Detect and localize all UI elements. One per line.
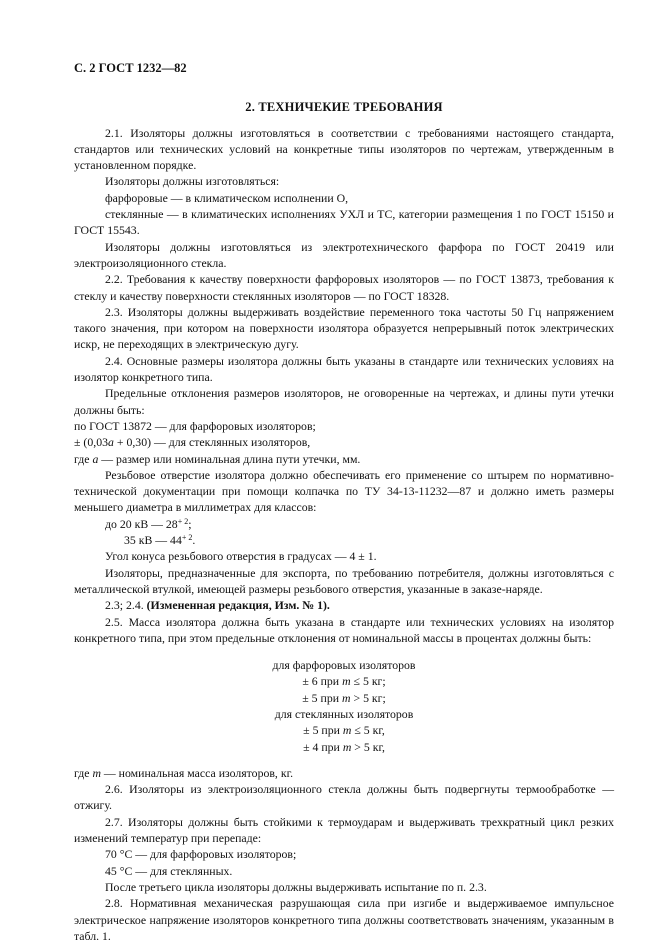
clause-2-3: 2.3. Изоляторы должны выдерживать воздействие переменного тока частоты 50 Гц напряжением такого значения, при котором на поверхности изолятора образуется непрерывный поток электрических искр, не переходящих в электрическую дугу. — [74, 304, 614, 352]
mass-glass-row-1: ± 5 при m ≤ 5 кг, — [303, 723, 385, 738]
clause-2-1-intro: Изоляторы должны изготовляться: — [105, 174, 280, 189]
clause-2-4-porcelain-dev: по ГОСТ 13872 — для фарфоровых изоляторов; — [74, 418, 316, 433]
mass-porcelain-title: для фарфоровых изоляторов — [272, 658, 416, 673]
clause-2-7-glass: 45 °С — для стеклянных. — [105, 863, 233, 878]
clause-2-6: 2.6. Изоляторы из электроизоляционного стекла должны быть подвергнуты термообработке — отжигу. — [74, 782, 614, 813]
mass-porcelain-row-1: ± 6 при m ≤ 5 кг; — [302, 674, 386, 689]
clause-2-1-glass: стеклянные — в климатических исполнениях УХЛ и ТС, категории размещения 1 по ГОСТ 15150 и ГОСТ 15543. — [74, 207, 614, 238]
clause-2-5: 2.5. Масса изолятора должна быть указана в стандарте или технических условиях на изолятор конкретного типа, при этом предельные отклонения от номинальной массы в процентах должны быть: — [74, 614, 614, 645]
clause-2-4-thread: Резьбовое отверстие изолятора должно обеспечивать его применение со штырем по нормативно-технической документации при помощи колпачка по ТУ 34-13-11232—87 и должно иметь размеры меньшего диаметра в миллиметрах для классов: — [74, 467, 614, 515]
clause-2-4: 2.4. Основные размеры изолятора должны быть указаны в стандарте или технических условиях на изолятор конкретного типа. — [74, 353, 614, 385]
clause-2-1: 2.1. Изоляторы должны изготовляться в соответствии с требованиями настоящего стандарта, стандартов или технических условий на конкретные типы изоляторов по чертежам, утвержденным в установленном порядке. — [74, 125, 614, 173]
clause-2-1-material: Изоляторы должны изготовляться из электротехнического фарфора по ГОСТ 20419 или электроизоляционного стекла. — [74, 239, 614, 270]
mass-porcelain-row-2: ± 5 при m > 5 кг; — [302, 690, 386, 705]
mass-glass-row-2: ± 4 при m > 5 кг, — [303, 739, 385, 754]
clause-2-4-export: Изоляторы, предназначенные для экспорта, по требованию потребителя, должны изготовляться с металлической втулкой, имеющей размеры резьбового отверстия, указанные в заказе-наряде. — [74, 565, 614, 596]
clause-2-2: 2.2. Требования к качеству поверхности фарфоровых изоляторов — по ГОСТ 13873, требования к стеклу и качеству поверхности стеклянных изоляторов — по ГОСТ 18328. — [74, 272, 614, 303]
clause-2-5-where: где m — номинальная масса изоляторов, кг. — [74, 765, 294, 780]
mass-glass-title: для стеклянных изоляторов — [274, 706, 414, 721]
mass-tolerance-block — [74, 657, 614, 755]
clause-2-7: 2.7. Изоляторы должны быть стойкими к термоударам и выдерживать трехкратный цикл резких изменений температур при перепаде: — [74, 814, 614, 846]
clause-2-1-porcelain: фарфоровые — в климатическом исполнении О, — [105, 190, 349, 205]
clause-2-8: 2.8. Нормативная механическая разрушающая сила при изгибе и выдерживаемое импульсное электрическое напряжение изоляторов конкретного типа должны соответствовать значениям, указанным в табл. 1. — [74, 896, 614, 943]
clause-2-7-porcelain: 70 °С — для фарфоровых изоляторов; — [105, 847, 297, 862]
page-header: С. 2 ГОСТ 1232—82 — [74, 61, 187, 75]
thread-class-20kv: до 20 кВ — $28^{+ 2}$; — [105, 516, 192, 531]
document-page — [74, 60, 614, 944]
clause-2-4-deviations: Предельные отклонения размеров изоляторов, не оговоренные на чертежах, и длины пути утечки должны быть: — [74, 386, 614, 417]
clause-2-7-after: После третьего цикла изоляторы должны выдерживать испытание по п. 2.3. — [105, 879, 487, 894]
clause-2-4-where: где a — размер или номинальная длина пути утечки, мм. — [74, 451, 361, 466]
clause-2-4-glass-dev: ± (0,03a + 0,30) — для стеклянных изоляторов, — [74, 435, 311, 450]
amendment-note: 2.3; 2.4. (Измененная редакция, Изм. № 1). — [105, 598, 330, 613]
section-title: 2. ТЕХНИЧЕКИЕ ТРЕБОВАНИЯ — [245, 100, 443, 115]
clause-2-4-cone-angle: Угол конуса резьбового отверстия в градусах — 4 ± 1. — [105, 549, 377, 564]
thread-class-35kv: 35 кВ — $44^{+ 2}$. — [124, 533, 196, 548]
